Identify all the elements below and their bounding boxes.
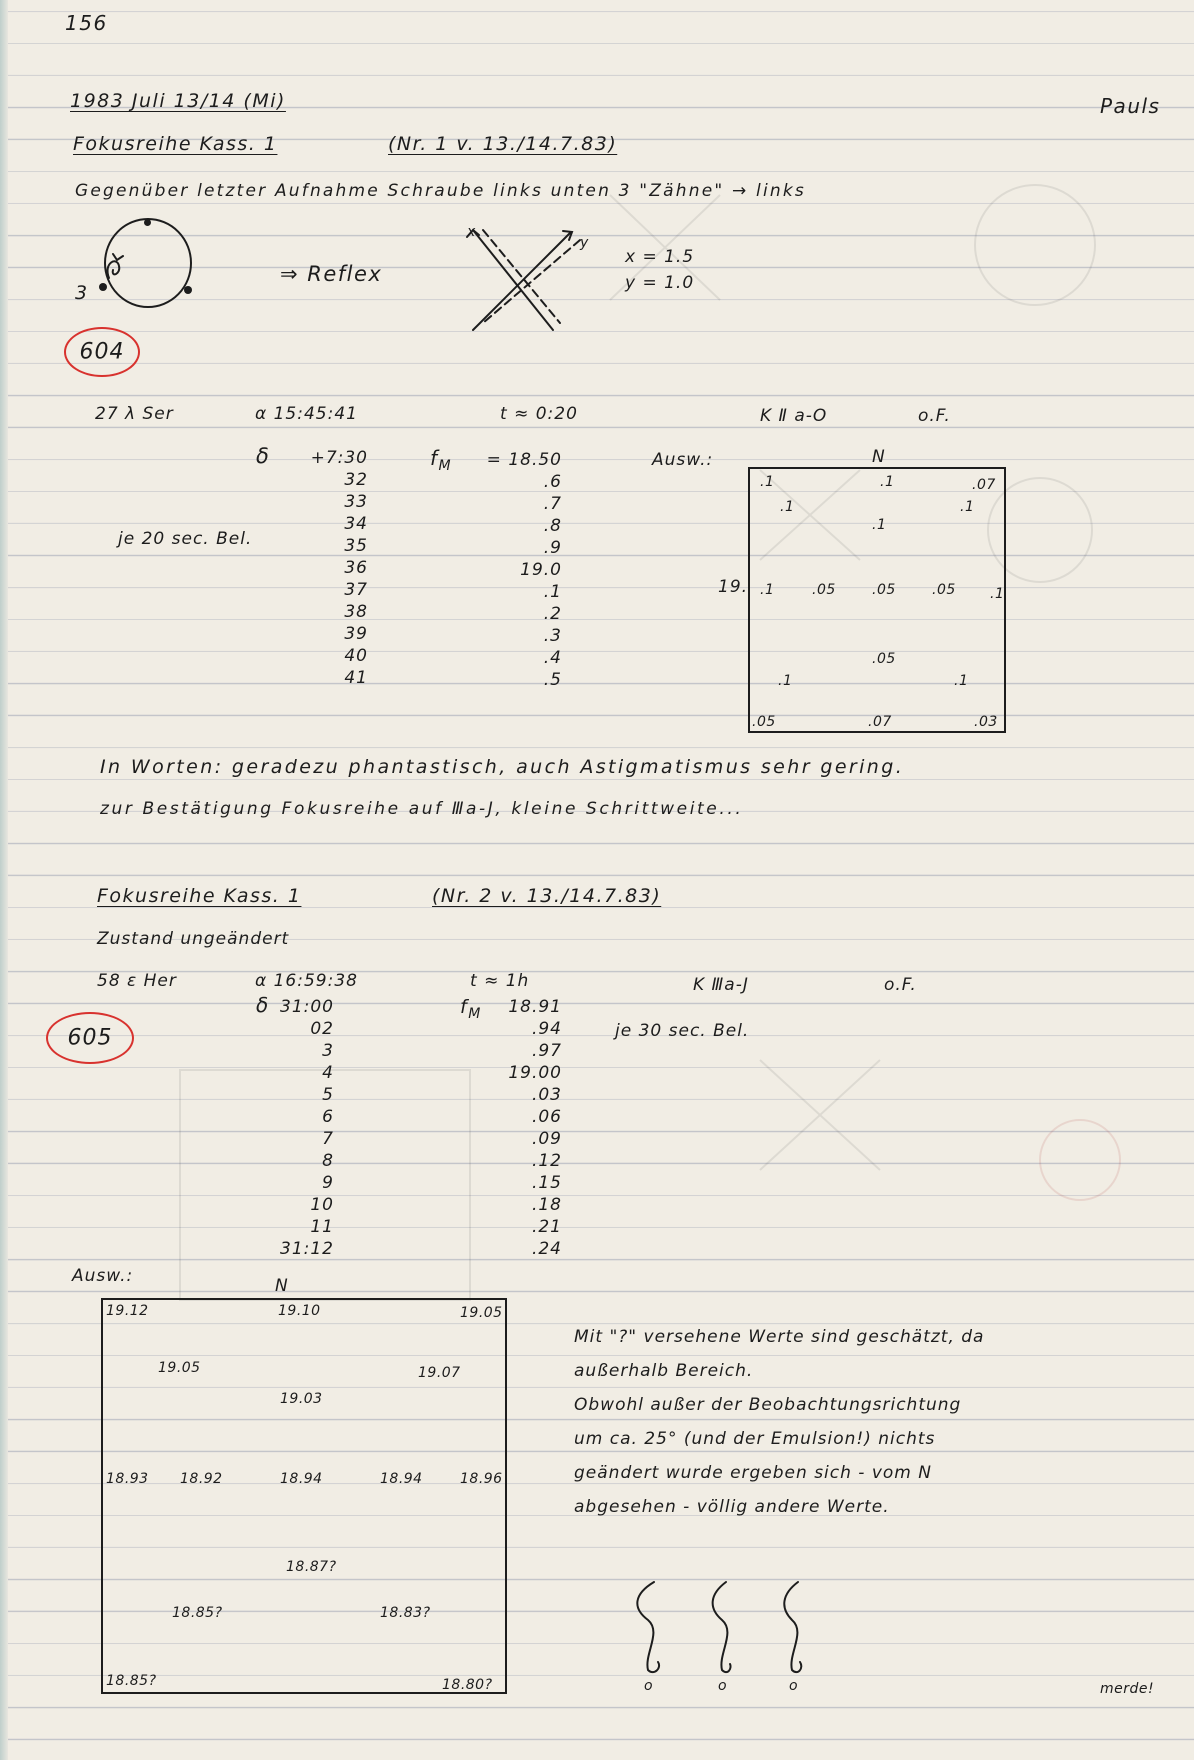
s1-delta-value: 32 <box>344 470 368 490</box>
s2-grid-cell: 18.85? <box>172 1605 223 1621</box>
plate-number-605 <box>46 1012 134 1064</box>
s1-delta-value: 38 <box>344 602 368 622</box>
s1-exposure-note: je 20 sec. Bel. <box>118 529 253 549</box>
s2-remark-line: Obwohl außer der Beobachtungsrichtung <box>574 1395 962 1415</box>
s1-grid-side-label: 19. <box>718 577 749 597</box>
s2-remark-line: außerhalb Bereich. <box>574 1361 754 1381</box>
s1-fm-value: .3 <box>543 626 562 646</box>
s2-grid-cell: 18.94 <box>280 1471 323 1487</box>
s2-exposure-time: t ≈ 1h <box>470 971 530 991</box>
s2-grid-cell: 18.93 <box>106 1471 149 1487</box>
s2-grid-cell: 18.92 <box>180 1471 223 1487</box>
s2-grid-cell: 18.85? <box>106 1673 157 1689</box>
s2-delta-value: 7 <box>322 1129 334 1149</box>
s1-delta-label: δ <box>256 444 271 468</box>
s2-delta-value: 10 <box>310 1195 334 1215</box>
s1-fm-value: = 18.50 <box>486 450 562 470</box>
s2-grid-cell: 19.05 <box>460 1305 503 1321</box>
s2-exposure-note: je 30 sec. Bel. <box>615 1021 750 1041</box>
s1-grid-cell: .1 <box>960 499 975 515</box>
s1-words-line2: zur Bestätigung Fokusreihe auf Ⅲa-J, kleine Schrittweite... <box>100 799 744 819</box>
s1-ausw-label: Ausw.: <box>652 450 714 470</box>
symbol-3: o <box>789 1678 799 1694</box>
s2-fm-label: $f_M$ <box>460 996 481 1022</box>
s2-grid-cell: 18.87? <box>286 1559 337 1575</box>
s2-fm-value: .03 <box>531 1085 562 1105</box>
s1-fm-label: $f_M$ <box>430 446 452 474</box>
s2-fm-value: .06 <box>531 1107 562 1127</box>
s1-grid-cell: .1 <box>990 586 1005 602</box>
s2-delta-label: δ <box>256 993 270 1017</box>
s2-remark-line: Mit "?" versehene Werte sind geschätzt, da <box>574 1327 985 1347</box>
s2-grid-cell: 19.05 <box>158 1360 201 1376</box>
s2-delta-value: 4 <box>322 1063 334 1083</box>
s1-grid-cell: .1 <box>872 517 887 533</box>
s1-delta-value: 35 <box>344 536 368 556</box>
s1-fm-value: .6 <box>543 472 562 492</box>
s2-star: 58 ε Her <box>97 971 177 991</box>
s1-exposure-time: t ≈ 0:20 <box>500 404 578 424</box>
plate-number-604-text: 604 <box>79 339 125 365</box>
section1-ref: (Nr. 1 v. 13./14.7.83) <box>388 133 618 155</box>
s2-grid-cell: 19.03 <box>280 1391 323 1407</box>
s2-fm-value: .94 <box>531 1019 562 1039</box>
s2-delta-value: 31:12 <box>280 1239 334 1259</box>
s1-fm-value: .7 <box>543 494 562 514</box>
s1-grid-cell: .07 <box>972 477 996 493</box>
s1-delta-value: 39 <box>344 624 368 644</box>
s1-grid-cell: .05 <box>812 582 836 598</box>
section1-note: Gegenüber letzter Aufnahme Schraube links unten 3 "Zähne" → links <box>75 181 806 201</box>
cross-label-y: y <box>580 235 589 251</box>
s1-grid-cell: .05 <box>932 582 956 598</box>
s2-grid-cell: 18.96 <box>460 1471 503 1487</box>
screw-label: 3 <box>75 282 89 304</box>
s2-fm-value: 19.00 <box>508 1063 562 1083</box>
s2-delta-value: 9 <box>322 1173 334 1193</box>
s1-grid-cell: .05 <box>872 582 896 598</box>
s2-grid-cell: 18.94 <box>380 1471 423 1487</box>
s1-grid-cell: .1 <box>780 499 795 515</box>
s2-fm-value: .18 <box>531 1195 562 1215</box>
s2-plate-type: K Ⅲa-J <box>693 975 749 995</box>
section2-ref: (Nr. 2 v. 13./14.7.83) <box>432 885 662 907</box>
s2-fm-value: .21 <box>531 1217 562 1237</box>
s1-delta-value: 37 <box>344 580 368 600</box>
s2-grid-cell: 18.80? <box>442 1677 493 1693</box>
symbol-2: o <box>718 1678 728 1694</box>
s2-remark-line: abgesehen - völlig andere Werte. <box>574 1497 890 1517</box>
s1-fm-value: .8 <box>543 516 562 536</box>
s2-delta-value: 6 <box>322 1107 334 1127</box>
s2-fm-value: 18.91 <box>508 997 562 1017</box>
s1-filter: o.F. <box>918 406 951 426</box>
s2-filter: o.F. <box>884 975 917 995</box>
entry-date: 1983 Juli 13/14 (Mi) <box>70 90 286 112</box>
s1-delta-value: 40 <box>344 646 368 666</box>
s2-fm-value: .09 <box>531 1129 562 1149</box>
s1-grid-cell: .07 <box>868 714 892 730</box>
s1-grid-cell: .1 <box>760 474 775 490</box>
symbol-1: o <box>644 1678 654 1694</box>
s1-grid-cell: .05 <box>872 651 896 667</box>
s1-words-line1: In Worten: geradezu phantastisch, auch Astigmatismus sehr gering. <box>100 756 905 778</box>
s1-star: 27 λ Ser <box>95 404 174 424</box>
s1-grid-cell: .1 <box>778 673 793 689</box>
screw-dot-right <box>184 286 192 294</box>
s1-plate-type: K Ⅱ a-O <box>760 406 828 426</box>
s2-delta-value: 3 <box>322 1041 334 1061</box>
s2-fm-value: .12 <box>531 1151 562 1171</box>
section1-title: Fokusreihe Kass. 1 <box>73 133 278 155</box>
page-number: 156 <box>65 11 108 35</box>
squiggle-symbols <box>628 1578 818 1678</box>
s2-grid-cell: 19.12 <box>106 1303 149 1319</box>
s1-grid-cell: .1 <box>880 474 895 490</box>
s1-grid-cell: .03 <box>974 714 998 730</box>
s1-delta-value: 33 <box>344 492 368 512</box>
s2-fm-value: .97 <box>531 1041 562 1061</box>
s1-grid-cell: .1 <box>954 673 969 689</box>
plate-number-604 <box>64 327 140 377</box>
s2-delta-value: 31:00 <box>280 997 334 1017</box>
plate-number-605-text: 605 <box>67 1025 113 1051</box>
author-name: Pauls <box>1100 94 1161 118</box>
screw-dot-left <box>99 283 107 291</box>
s1-fm-value: .4 <box>543 648 562 668</box>
s2-remark-line: um ca. 25° (und der Emulsion!) nichts <box>574 1429 936 1449</box>
s2-ausw-label: Ausw.: <box>72 1266 134 1286</box>
screw-dot-top <box>144 219 151 226</box>
s2-fm-value: .24 <box>531 1239 562 1259</box>
s1-fm-value: .1 <box>543 582 562 602</box>
s1-fm-value: 19.0 <box>520 560 562 580</box>
s2-delta-value: 02 <box>310 1019 334 1039</box>
s2-delta-value: 11 <box>310 1217 334 1237</box>
astigmatism-cross-diagram <box>465 225 595 335</box>
s1-alpha: α 15:45:41 <box>255 404 358 424</box>
s1-delta-value: 34 <box>344 514 368 534</box>
closing-remark: merde! <box>1100 1681 1155 1697</box>
s1-delta-value: +7:30 <box>310 448 368 468</box>
s2-fm-value: .15 <box>531 1173 562 1193</box>
s1-grid-north: N <box>872 447 886 467</box>
s2-grid-cell: 19.10 <box>278 1303 321 1319</box>
s2-remark-line: geändert wurde ergeben sich - vom N <box>574 1463 932 1483</box>
x-value: x = 1.5 <box>625 247 695 267</box>
s1-delta-value: 41 <box>344 668 368 688</box>
cross-label-x: x <box>467 224 476 240</box>
section2-title: Fokusreihe Kass. 1 <box>97 885 302 907</box>
s1-fm-value: .5 <box>543 670 562 690</box>
s2-delta-value: 8 <box>322 1151 334 1171</box>
s1-fm-value: .9 <box>543 538 562 558</box>
page-spine-edge <box>0 0 8 1760</box>
y-value: y = 1.0 <box>625 273 695 293</box>
s1-fm-value: .2 <box>543 604 562 624</box>
s2-delta-value: 5 <box>322 1085 334 1105</box>
s1-grid-cell: .05 <box>752 714 776 730</box>
s2-grid-cell: 19.07 <box>418 1365 461 1381</box>
reflex-arrow-text: ⇒ Reflex <box>280 262 383 286</box>
s2-grid-north: N <box>275 1276 289 1296</box>
s2-grid-cell: 18.83? <box>380 1605 431 1621</box>
section2-state: Zustand ungeändert <box>97 929 290 949</box>
s2-alpha: α 16:59:38 <box>255 971 358 991</box>
s1-delta-value: 36 <box>344 558 368 578</box>
s1-grid-cell: .1 <box>760 582 775 598</box>
